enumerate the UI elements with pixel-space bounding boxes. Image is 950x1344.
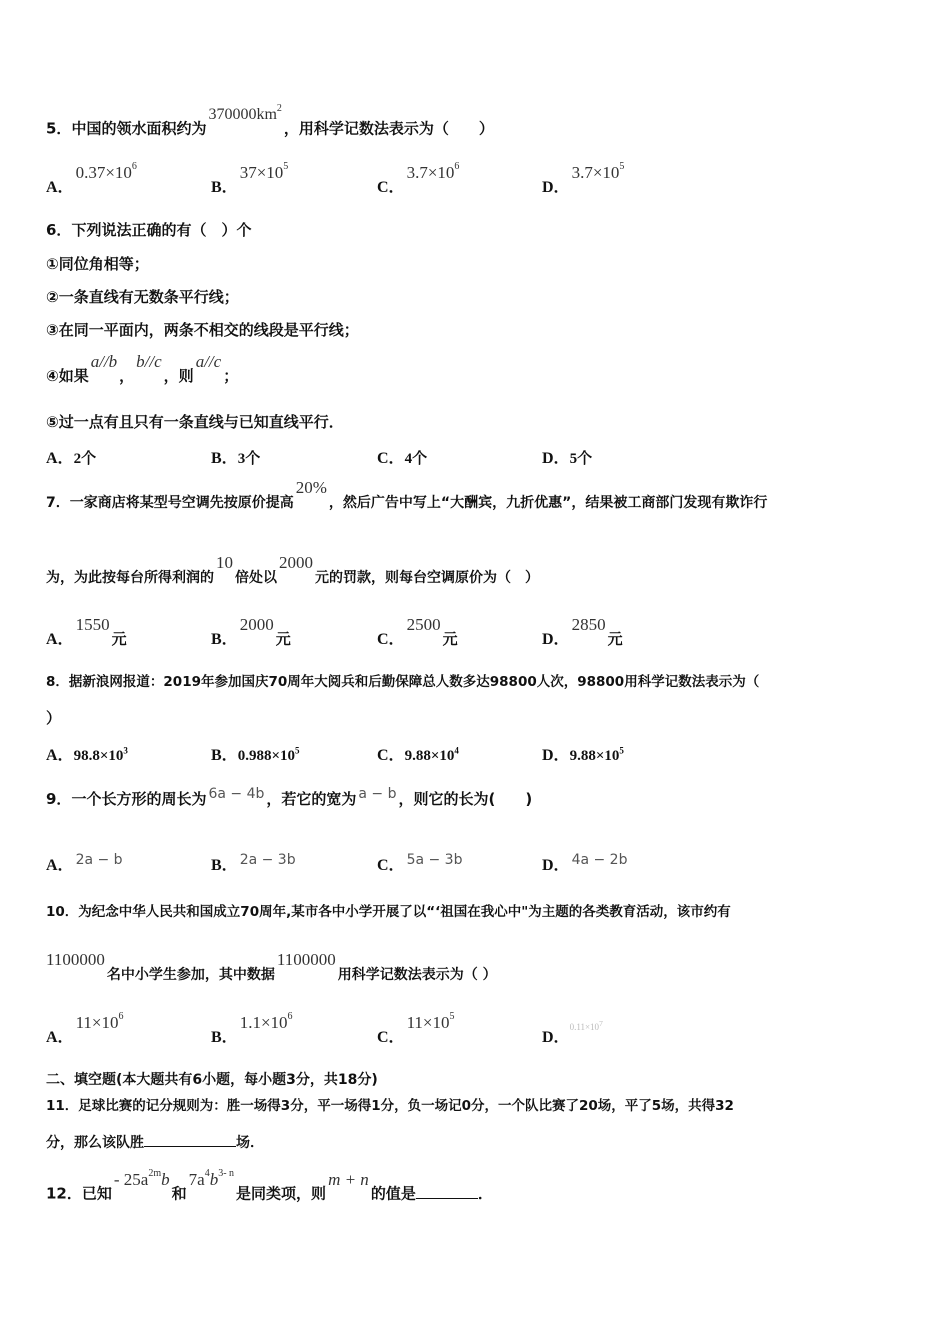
math-expression: 1100000: [276, 950, 336, 969]
math-expression: $7a^4b^{3- n}$: [188, 1168, 235, 1189]
q7-option-b[interactable]: B．2000元: [211, 615, 291, 648]
answer-blank[interactable]: [416, 1184, 478, 1199]
math-expression: a − b: [358, 786, 397, 802]
math-expression: - $25a^{2m}b$: [113, 1168, 170, 1189]
question-10: 10．为纪念中华人民共和国成立70周年,某市各中小学开展了以“‘祖国在我心中"为主题的各类教育活动，该市约有: [46, 904, 731, 920]
math-expression: 20%: [295, 478, 327, 497]
question-9: 9．一个长方形的周长为 6a − 4b ，若它的宽为 a − b ，则它的长为( ): [46, 786, 533, 808]
q10-option-d[interactable]: D．$^{0.11\times 10^7}$: [542, 1019, 603, 1046]
question-10-line-2: 1100000名中小学生参加，其中数据1100000用科学记数法表示为（ ）: [46, 950, 497, 983]
question-8-line-2: ）: [46, 709, 62, 727]
q5-option-c[interactable]: C．$3.7\times 10^6$: [377, 161, 460, 196]
q7-option-d[interactable]: D．2850元: [542, 615, 623, 648]
q7-option-a[interactable]: A．1550元: [46, 615, 127, 648]
q9-option-d[interactable]: D． 4a − 2b: [542, 852, 628, 874]
q10-option-b[interactable]: B．$1.1\times 10^6$: [211, 1011, 293, 1046]
q6-option-d[interactable]: D．5个: [542, 450, 593, 467]
question-8: 8．据新浪网报道：2019年参加国庆70周年大阅兵和后勤保障总人数多达98800人次，98800用科学记数法表示为（: [46, 674, 760, 690]
math-expression: a//c: [195, 352, 222, 371]
math-expression: a//b: [90, 352, 118, 371]
q6-statement-2: ②一条直线有无数条平行线；: [46, 288, 239, 306]
q8-option-c[interactable]: C．$9.88\times 10^4$: [377, 745, 459, 764]
question-12: 12．已知- $25a^{2m}b$和$7a^4b^{3- n}$是同类项，则m + n的值是 ．: [46, 1168, 493, 1203]
q6-statement-3: ③在同一平面内，两条不相交的线段是平行线；: [46, 321, 359, 339]
q7-option-c[interactable]: C．2500元: [377, 615, 458, 648]
q9-option-a[interactable]: A． 2a − b: [46, 852, 123, 874]
question-number: 5．: [46, 119, 72, 138]
q9-option-c[interactable]: C． 5a − 3b: [377, 852, 463, 874]
q6-option-b[interactable]: B．3个: [211, 450, 261, 467]
q10-option-c[interactable]: C．$11\times 10^5$: [377, 1011, 455, 1046]
question-6: 6．下列说法正确的有（ ）个: [46, 221, 252, 239]
math-expression: 1100000: [46, 950, 105, 969]
q9-option-b[interactable]: B． 2a − 3b: [211, 852, 296, 874]
question-11-line-2: 分，那么该队胜 场．: [46, 1132, 264, 1153]
math-expression: 2000: [279, 553, 313, 572]
faded-math-image: 0.11×107: [569, 1019, 603, 1032]
math-expression: b//c: [136, 352, 162, 371]
q8-option-d[interactable]: D．$9.88\times 10^5$: [542, 745, 624, 764]
q6-statement-1: ①同位角相等；: [46, 255, 149, 273]
section-heading: 二、填空题(本大题共有6小题，每小题3分，共18分): [46, 1072, 378, 1088]
math-expression: m + n: [328, 1169, 369, 1189]
q6-statement-4: ④如果a//b，b//c，则a//c；: [46, 352, 239, 385]
q10-option-a[interactable]: A．$11\times 10^6$: [46, 1011, 124, 1046]
answer-blank[interactable]: [144, 1132, 236, 1147]
question-5: 5．中国的领水面积约为$370000km^2$，用科学记数法表示为（ ）: [46, 103, 494, 138]
question-7: 7．一家商店将某型号空调先按原价提高20%，然后广告中写上“大酬宾，九折优惠”，结果被工商部门发现有欺诈行: [46, 478, 768, 511]
question-7-line-2: 为，为此按每台所得利润的10倍处以2000元的罚款，则每台空调原价为（ ）: [46, 553, 539, 586]
q5-option-a[interactable]: A．$0.37\times 10^6$: [46, 161, 137, 196]
q6-statement-5: ⑤过一点有且只有一条直线与已知直线平行．: [46, 413, 344, 431]
q5-option-b[interactable]: B．$37\times 10^5$: [211, 161, 289, 196]
q6-option-a[interactable]: A．2个: [46, 450, 97, 467]
q8-option-a[interactable]: A．$98.8\times 10^3$: [46, 745, 128, 764]
math-expression: 6a − 4b: [208, 786, 265, 802]
question-11: 11．足球比赛的记分规则为：胜一场得3分，平一场得1分，负一场记0分，一个队比赛了20场，平了5场，共得32: [46, 1098, 734, 1114]
q5-option-d[interactable]: D．$3.7\times 10^5$: [542, 161, 625, 196]
math-expression: $370000km^2$: [208, 103, 282, 124]
math-expression: 10: [216, 553, 233, 572]
q6-option-c[interactable]: C．4个: [377, 450, 428, 467]
q8-option-b[interactable]: B．$0.988\times 10^5$: [211, 745, 300, 764]
